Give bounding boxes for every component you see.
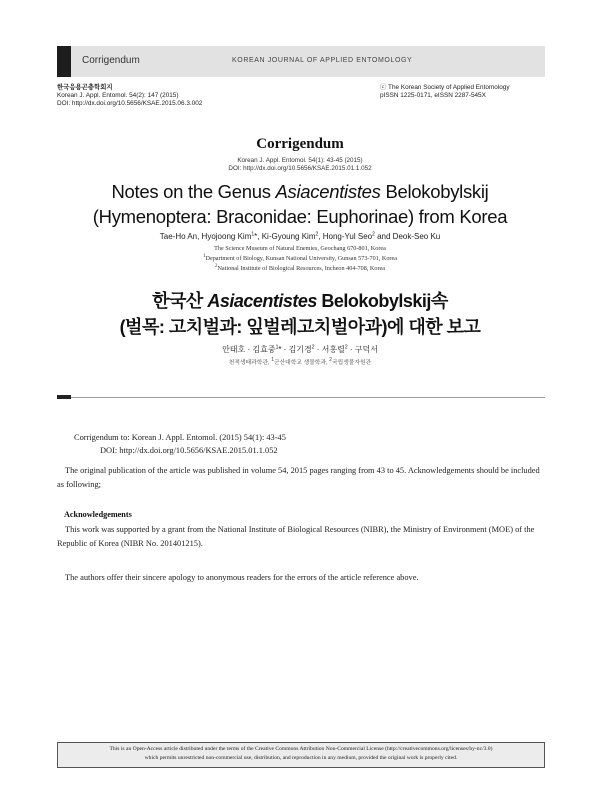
corrigendum-subref [0,157,600,174]
authors-english [0,232,600,241]
affiliation-3 [0,265,600,272]
author-segment: · 서홍렬 [314,345,345,354]
affiliation-text: National Institute of Biological Resources, Incheon 404-708, Korea [217,265,386,272]
affiliation-text: 천적생태과학관, [228,360,272,366]
english-title-pre: Notes on the Genus [111,181,276,202]
english-title-line-2: (Hymenoptera: Braconidae: Euphorinae) from Korea [92,206,508,227]
english-title-line-1 [0,181,600,203]
author-segment: , Hong-Yul Seo [318,232,373,241]
header-tab-mark [57,46,71,77]
rights-block [380,84,510,100]
english-title-genus: Asiacentistes [275,181,381,202]
affiliation-text: 국립생물자원관 [332,360,372,366]
korean-title-genus: Asiacentistes [207,291,317,311]
license-line-1: This is an Open-Access article distributed under the terms of the Creative Commons Attribution Non-Commercial License (http://creativecommons.org/licenses/by-nc/3.0) [109,746,493,752]
affiliation-text: Department of Biology, Kunsan National University, Gunsan 573-701, Korea [205,255,397,262]
article-type-label: Corrigendum [82,55,140,66]
license-footer [57,742,545,768]
affil-marker: 2 [329,357,332,364]
author-segment: and Deok-Seo Ku [374,232,441,241]
corrigendum-doi: DOI: http://dx.doi.org/10.5656/KSAE.2015.01.1.052 [228,165,372,173]
affiliation-text: 군산대학교 생물학과, [273,360,330,366]
citation-ref: Korean J. Appl. Entomol. 54(2): 147 (2015) [57,92,179,100]
author-segment: * · 김기경 [278,345,312,354]
korean-journal-name: 한국응용곤충학회지 [57,84,113,91]
corrigendum-ref: Korean J. Appl. Entomol. 54(1): 43-45 (2015) [237,157,363,164]
affil-marker: 2 [311,344,315,351]
section-divider [57,397,545,398]
author-segment: *, Ki-Gyoung Kim [254,232,316,241]
affiliation-1: The Science Museum of Natural Enemies, Geochang 670-801, Korea [214,245,386,252]
affil-marker: 1 [251,231,255,238]
citation-block [57,84,202,109]
english-title-post: Belokobylskij [380,181,489,202]
divider-mark [57,395,71,399]
corrigendum-title: Corrigendum [256,136,344,152]
affil-marker: 2 [315,231,319,238]
korean-title-line-1 [0,287,600,313]
license-line-2: which permits unrestricted non-commercial use, distribution, and reproduction in any medium, provided the original work is properly cited. [144,755,458,761]
affil-marker: 1 [203,253,206,259]
acknowledgements-heading: Acknowledgements [64,510,132,519]
korean-title-post: Belokobylskij속 [316,291,448,311]
body-paragraph-1: The original publication of the article was published in volume 54, 2015 pages ranging from 43 to 45. Acknowledgements should be included as following; [57,466,540,489]
affil-marker: 1 [275,344,279,351]
body-paragraph-2: This work was supported by a grant from the National Institute of Biological Resources (NIBR), the Ministry of Environment (MOE) of the Republic of Korea (NIBR No. 201401215). [57,525,535,548]
affil-marker: 1 [271,357,274,364]
author-segment: 안태호 · 김효중 [222,345,276,354]
body-paragraph-3: The authors offer their sincere apology to anonymous readers for the errors of the article reference above. [65,573,419,582]
corrigendum-to-doi: DOI: http://dx.doi.org/10.5656/KSAE.2015.01.1.052 [100,446,278,455]
author-segment: · 구덕서 [347,345,378,354]
citation-doi: DOI: http://dx.doi.org/10.5656/KSAE.2015.06.3.002 [57,100,203,108]
authors-korean [0,344,600,355]
affil-marker: 2 [372,231,375,238]
corrigendum-to: Corrigendum to: Korean J. Appl. Entomol. (2015) 54(1): 43-45 [74,433,286,442]
issn-line: pISSN 1225-0171, eISSN 2287-545X [380,92,486,100]
journal-name: KOREAN JOURNAL OF APPLIED ENTOMOLOGY [232,57,413,64]
author-segment: Tae-Ho An, Hyojoong Kim [159,232,252,241]
affil-marker: 2 [344,344,348,351]
affil-marker: 2 [214,263,218,269]
society-copyright: ⓒ The Korean Society of Applied Entomology [380,84,510,91]
korean-title-pre: 한국산 [152,291,208,311]
affiliations-korean [0,357,600,366]
korean-title-line-2: (벌목: 고치벌과: 잎벌레고치벌아과)에 대한 보고 [119,317,481,337]
affiliation-2 [0,255,600,262]
